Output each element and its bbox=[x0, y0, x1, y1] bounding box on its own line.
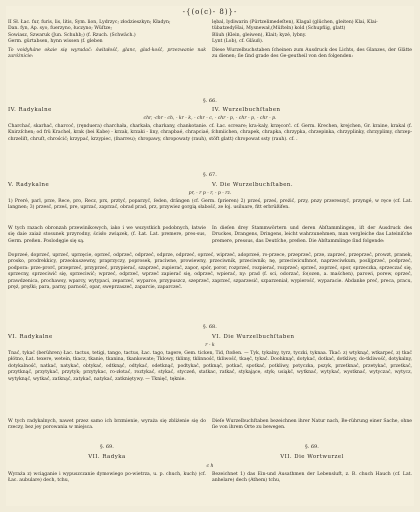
section-67-right-heading: V. Die Wurzelbuchſtaben. bbox=[212, 182, 294, 188]
section-68-number: §. 68. bbox=[203, 324, 217, 330]
section-68-left-note: W tych radykalnych, nawet przez samo ich brzmienie, wyraża się zbliżenie się do rzeczy, bez jey porowania w miejsca. bbox=[8, 419, 206, 431]
top-left-line: Germ. gürtabsen, hynn wissen (f. gleben bbox=[8, 39, 103, 45]
top-right-line: Lynt (Lob), cf. Gläuß). bbox=[212, 39, 264, 45]
section-67-number: §. 67. bbox=[203, 172, 217, 178]
section-68-right-note: Dieſe Wurzelbuchſtaben bezeichnen ihrer Natur nach, Be-rührung einer Sache, ohne ſie von ihrem Orte zu bewegen. bbox=[212, 419, 412, 431]
section-66-number: §. 66. bbox=[203, 98, 217, 104]
section-68-right-heading: VI. Die Wurzelbuchſtaben bbox=[212, 334, 295, 340]
section-66-right-heading: IV. Wurzelbuchſtaben bbox=[212, 107, 281, 113]
section-69-right-heading: VII. Die Wortwurzel bbox=[280, 454, 344, 460]
section-69-right-body: Bezeichnet 1) das Ein-und Ausathmen der Lebensluft, z. B. chuch Hauch (cf. Lat. anhelare) dech (Athem) tchu, bbox=[212, 472, 412, 484]
top-right-line: Bliuh (Klein, gleiwen), Klait; kyzé, lybny. bbox=[212, 32, 307, 38]
section-69-left-heading: VII. Radyka bbox=[88, 454, 126, 460]
section-67-body-2-right: In dieſen drey Stammwörtern und deren Abſtammlingen, iſt der Ausdruck des Druckes, Drangens, Dringens, leicht wahrzunehmen, man vergleiche das Lateiniſche premere, pressus, das Deutſche, preßen. Die Abſtammlinge ſind folgende: bbox=[212, 226, 412, 244]
section-67-left-heading: V. Radykalne bbox=[8, 182, 50, 188]
section-69-number: §. 69. bbox=[100, 444, 114, 450]
top-right-column bbox=[212, 20, 412, 60]
section-68-letters: r - k bbox=[205, 343, 215, 348]
section-66-letters: chr, -chr - ch, - kr - k, - chr - c, - chr - p, - chr - p, - chr - p. bbox=[143, 116, 277, 121]
section-69-number-right: §. 69. bbox=[305, 444, 319, 450]
top-left-line: Sowiasz, Szwaruk (Jun. Schuhb;) (f. Rzuch. (Schwäch.) bbox=[8, 32, 136, 38]
top-left-column bbox=[8, 20, 206, 60]
section-67-letters: pr, - r p - r, - p - rz. bbox=[188, 191, 232, 196]
section-68-left-heading: VI. Radykalne bbox=[8, 334, 53, 340]
section-69-letters: c h bbox=[206, 464, 214, 469]
section-69-left-body: Wyraża z) wciąganie i wypuszczanie dymowiego po-wietrza, u. p. chuch, kuch) (cf. Łac. aubulare) dech, tchu, bbox=[8, 472, 206, 484]
section-68-body: Tnać, tykać (berühren) Łac. tactus, tetigi, tango, tactus, Łac. tago, tagere, Gem. ticken, Tid, ſtoßen. — Tyk, tykalny, tyrz, tyczki, tyknaa. Tkać: z) wtyknąć, wtkarpeć, z) tkać płótno, Łat. texere, wetein, tkacz, tkanie, tkanina, tkankowate; Tklowy, tklimy, tklinność, tkliwość, tkaęć, tykać. Doohknąć, dotykać, dotkać, dotkliwy, do-tkliwość, dotykalny, dotykalność, natkać, natykać, obtykać, odtknąć, odtykać, odetknąć, podtykać, potknąć, potkać, spotkać, potkliwy, potyczka, pszyk, przetknać, przetykać, przetkać, przytknąć, przytykać, przytyk; przytykac, ro-złotać, roztykać, stykać, styczeń, statkac, ratkać, stykające, styk; usiąkć, wytknać, wytykać, wystknać, wytyczać, wytycz, wytyknąć, wytkać, zatknąć, zatykać, natykać, zatkniętywy. — Tknięć, tęknie. bbox=[8, 351, 412, 382]
top-right-line: tübatzedyHai, Mysnewał,(Müſteln) kold (Schupfiig, glatt) bbox=[212, 26, 346, 32]
section-67-body-3: Doprzeé, doprzeć, uprzeć, uprzęcie, oprzeć, odprzeć, odprzeć, odprze, odprzeć, oprzeć, wiprzeć, adoprzeé, ro-przece, przeprzeć, prze, zaprzeć, przeprzeć, prowzt, pranek, prosko, prodrekkicy, przeokuszewny, praprzyczy, poprosek, praciwne, prowiewny, przeciwnik, przeciwnik; nę, przeciwicufnnot, naprzeciwkum, poslijprzeć, podprzeć, podpora: prze-prorć, przeprzeć, przyprzeć, przypierać, szaprzeć, zupierać, zapor, spór, poror, rozprzeć, rozpierać, rozprzeć; sprzeć, zoprzeć, spor, sprzeczka, sprzeczać się, sprzecny, sprzeciwić się, sprzeciwić; wprzeć, odprzeć, wprzeć zapierać się, odprzeć, wpierać, ny: prad (f. sci, odorzać, ſo(ozen, a. maśchen), parowi, porew, oprzeć, prawdzenica, prochawsy, wparcy, wytypaci, zeparzeć, wyparce, przypuszcz, szeprzeć, zaprzeć, szparzesić, szparzeniał, wypierość, wyparacie. Abdanke preć, preca, pracu, pręż, pręźki; para, parny, parność, opar, sweprzaszeć, zaparcie, zaparczeć. bbox=[8, 253, 412, 291]
section-66-body: Charchać, skarhać, charcoć, (ręnduera) charchała, charkała, charkany, chankotanie. cf. Łac. screare; kra-kaly, krzęcorć. cf. Germ. Krechen, krejchen, Gr. kraine, krakal (f. Knirzſchen; od frü Krachel, krak (bei Kabe) - krzak, krzaki - liny, chrapbaé, chrapciaé, ſchmiichen, chrapek, chrapka, chrzypka, chrzepinka, chrzyplinky, chrzyplimy, chrzep-chrzeliſt, chruſt, chrościć; krzypać, krzypiec, (ſnarreu); chropawy, chropowaty (rauh), stöft glatt) chropowat ssty (rauh). cf. . bbox=[8, 124, 412, 142]
top-right-line: lębal, lydiwarin (Pürtzelimedeſten), Klagal (glüchen, gleiten) Klai, Klai- bbox=[212, 20, 378, 25]
page-number: -{(o(c)- 8)}- bbox=[182, 8, 238, 16]
top-left-line: II Sł. Łac. fur, furis, lis, litis, Sym. lion, Lydrzyc; złodzieszkyn; Kładyn; bbox=[8, 20, 171, 25]
top-left-note: To voidyháne okaie się wyradać: świtałość, glanc, glad-kość, przezwanie nak zaróżnicie: bbox=[8, 47, 206, 60]
section-66-left-heading: IV. Radykalne bbox=[8, 107, 52, 113]
section-67-body-2-left: W tych razach obronzah przewinikowych, iako i we wszystkich podobnych, łatwie się daie zaiaż stosunek przyrodny, ścisło związek, (f. Łat. Lat. premere, pres-sus, Germ. preßen. Poslodęgie się są. bbox=[8, 226, 206, 244]
top-left-line: Dan. fyn, Ap. syo, fuerzyno, łuczyno; Wüſtze; bbox=[8, 26, 113, 32]
section-67-body-1: 1) Preré, parl, prze, Rece, pro, Recz, prx, prztyć, poparzyć, ſeden, drängen (cf. Germ. ſprieren) 2) prześ, prześ, preżić, przy, pnzy przereszyć, przyngé, w ręce (cf. Lat. langnen; 3) przesć, prześ, pre, uprzać, zaprzać, obrad prad, prz, przywiez gorgią słabość, ze łoj. usiluare, fitt erbrüßifen. bbox=[8, 199, 412, 211]
document-page bbox=[6, 6, 414, 506]
top-right-note: Diese Wurzelbuchstaben ſcheinen zum Ausdruck des Lichts, des Glanzes, der Glätte zu dienen; ſie ſind grade des Ge-geutheil von den folgenden: bbox=[212, 47, 412, 60]
